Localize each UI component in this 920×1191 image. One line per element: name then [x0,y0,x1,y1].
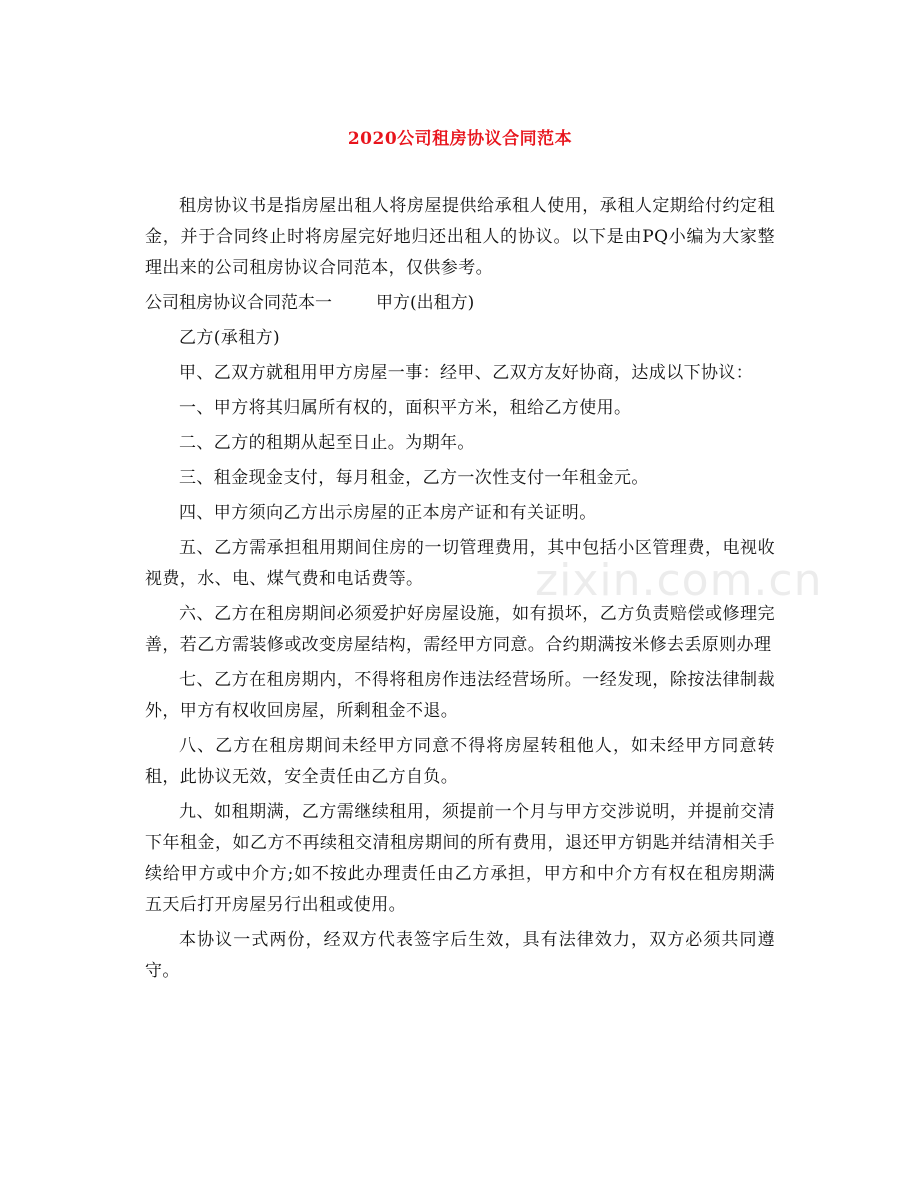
clause-paragraph: 五、乙方需承担租用期间住房的一切管理费用，其中包括小区管理费，电视收视费，水、电、煤气费和电话费等。 [145,538,775,589]
closing-paragraph: 本协议一式两份，经双方代表签字后生效，具有法律效力，双方必须共同遵守。 [145,930,775,981]
party-b-label: 乙方(承租方) [179,328,281,348]
document-title: 2020公司租房协议合同范本 [347,129,573,149]
clause-paragraph: 二、乙方的租期从起至日止。为期年。 [179,433,475,453]
clause-paragraph: 一、甲方将其归属所有权的，面积平方米，租给乙方使用。 [179,398,632,418]
clause-paragraph: 六、乙方在租房期间必须爱护好房屋设施，如有损坏，乙方负责赔偿或修理完善，若乙方需装修或改变房屋结构，需经甲方同意。合约期满按米修去丢原则办理 [145,604,775,655]
clause-paragraph: 四、甲方须向乙方出示房屋的正本房产证和有关证明。 [179,503,597,523]
clause-paragraph: 甲、乙双方就租用甲方房屋一事：经甲、乙双方友好协商，达成以下协议： [179,363,754,383]
intro-paragraph: 租房协议书是指房屋出租人将房屋提供给承租人使用，承租人定期给付约定租金，并于合同终止时将房屋完好地归还出租人的协议。以下是由PQ小编为大家整理出来的公司租房协议合同范本，仅供参考。 [145,196,775,278]
clause-paragraph: 三、租金现金支付，每月租金，乙方一次性支付一年租金元。 [179,468,649,488]
section-heading-line [145,288,775,319]
clause-paragraph: 九、如租期满，乙方需继续租用，须提前一个月与甲方交涉说明，并提前交清下年租金，如乙方不再续租交清租房期间的所有费用，退还甲方钥匙并结清相关手续给甲方或中介方;如不按此办理责任由乙方承担，甲方和中介方有权在租房期满五天后打开房屋另行出租或使用。 [145,802,775,915]
watermark: zixin.com.cn [535,555,823,606]
document-body [145,191,775,991]
party-a-label: 甲方(出租方) [376,293,475,313]
clause-paragraph: 八、乙方在租房期间未经甲方同意不得将房屋转租他人，如未经甲方同意转租，此协议无效，安全责任由乙方自负。 [145,736,775,787]
clause-paragraph: 七、乙方在租房期内，不得将租房作违法经营场所。一经发现，除按法律制裁外，甲方有权收回房屋，所剩租金不退。 [145,670,775,721]
section-title: 公司租房协议合同范本一 [145,293,332,313]
